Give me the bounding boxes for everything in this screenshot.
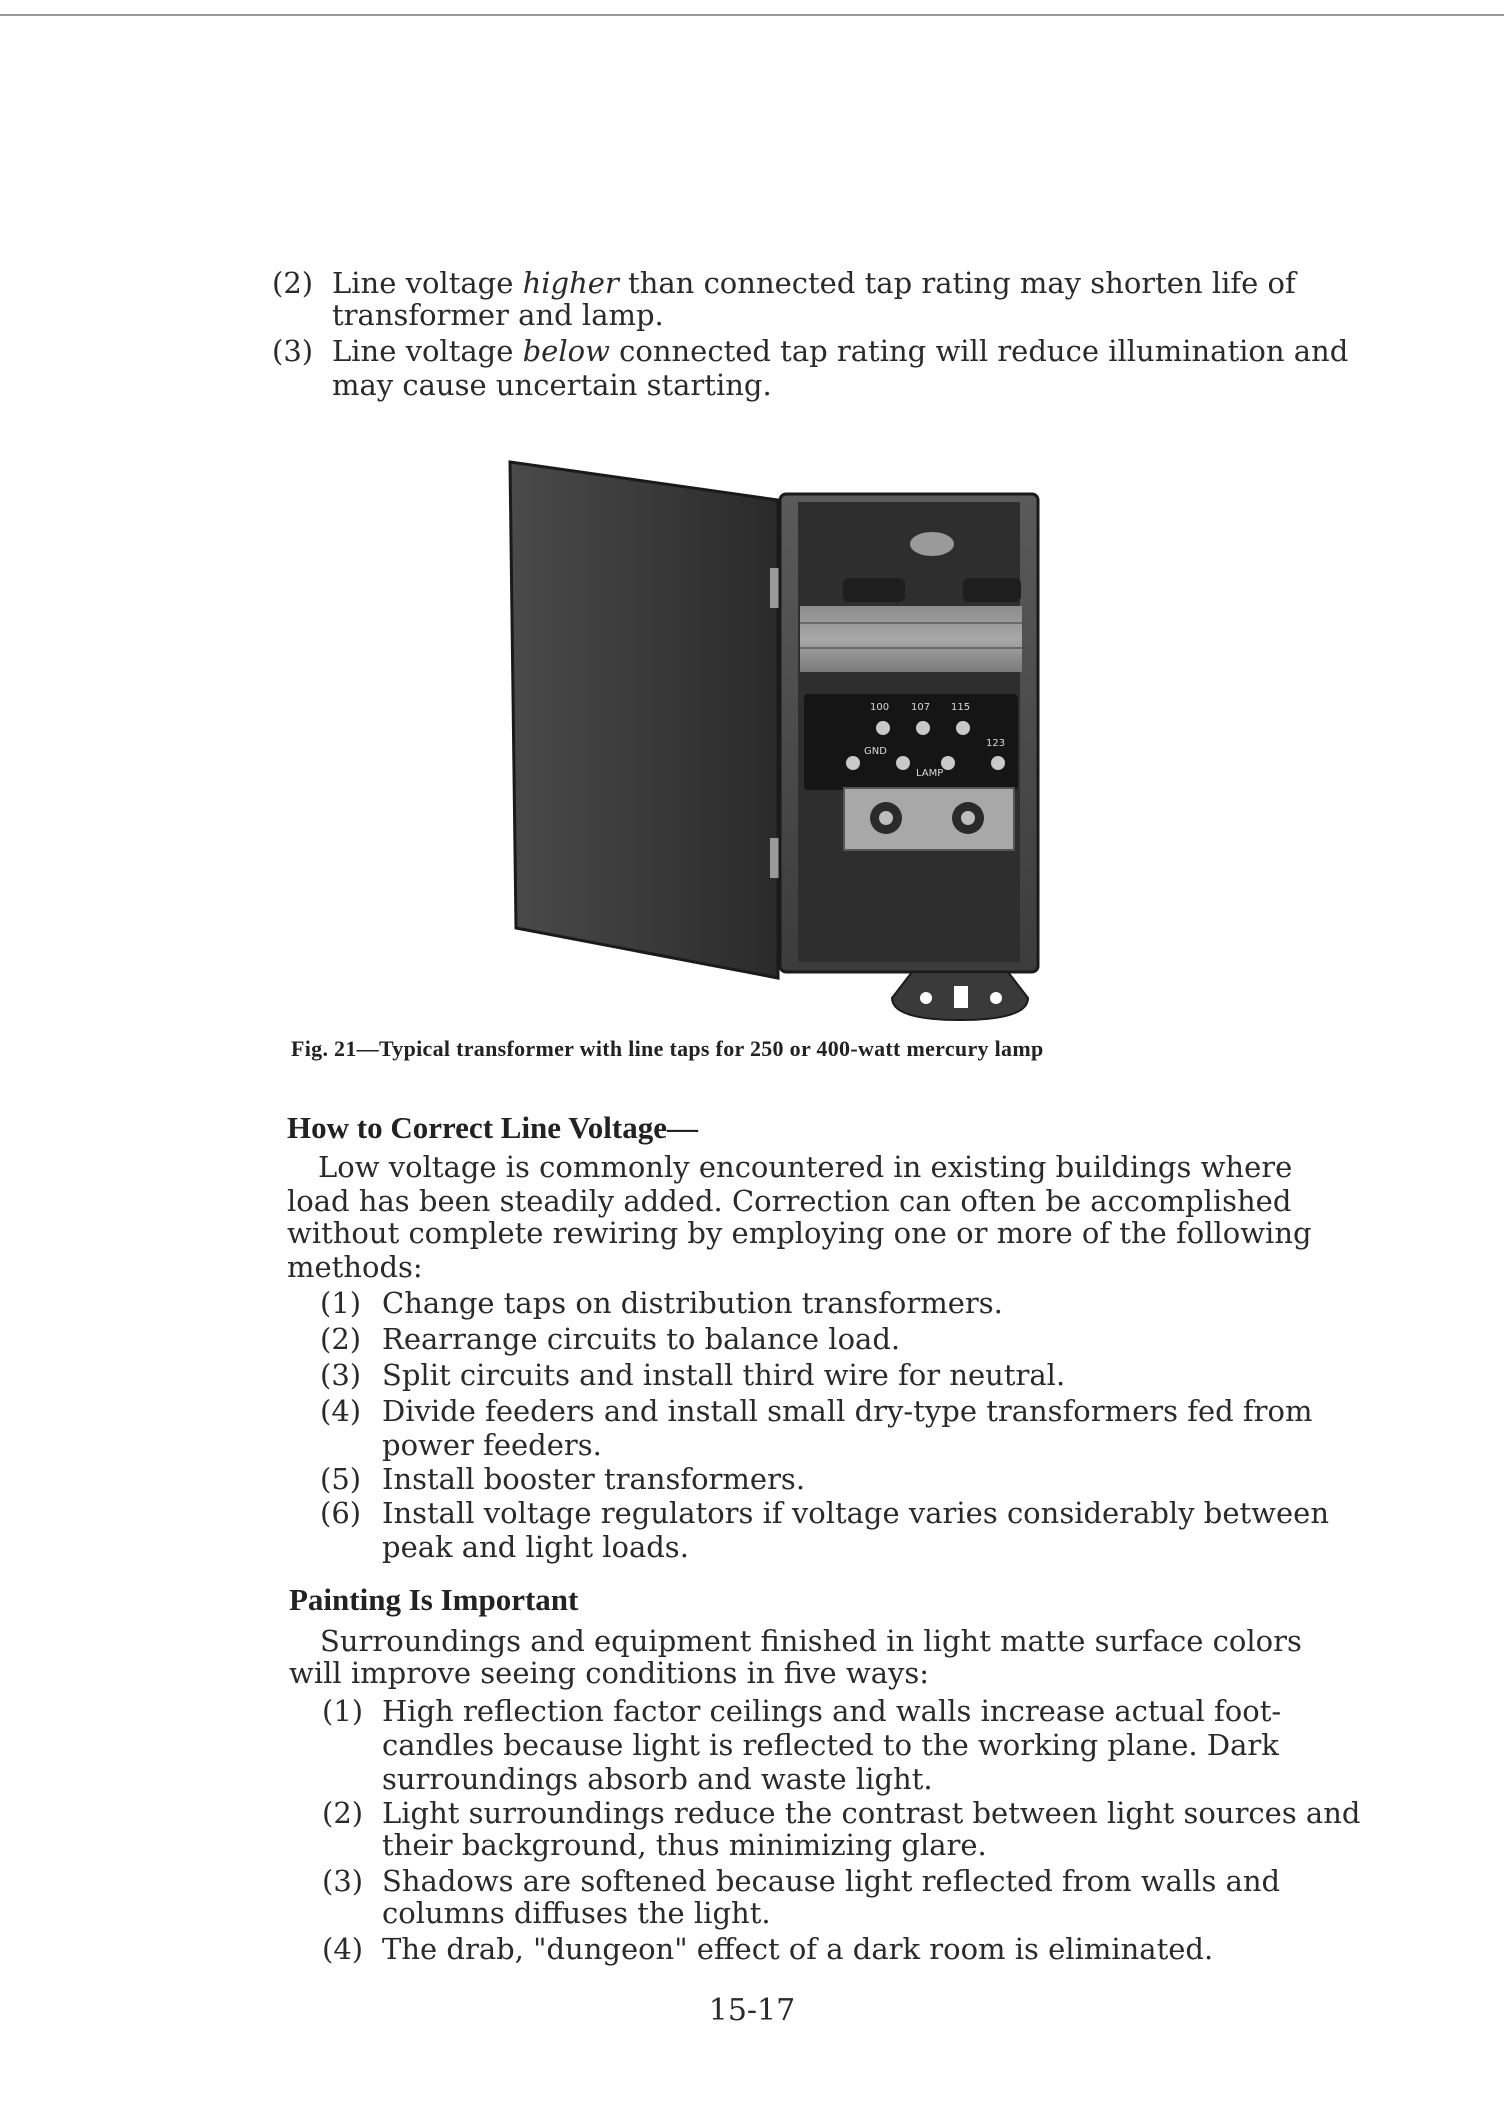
intro-line: Low voltage is commonly encountered in existing buildings where: [318, 1150, 1293, 1184]
item-text: Install booster transformers.: [382, 1462, 806, 1496]
open-door: [510, 462, 778, 978]
item-text-cont: candles because light is reflected to the working plane. Dark: [382, 1728, 1279, 1762]
coil: [843, 578, 905, 602]
item-text: High reflection factor ceilings and walls increase actual foot-: [382, 1694, 1282, 1728]
item-number: (4): [322, 1932, 364, 1966]
section-heading: Painting Is Important: [289, 1582, 579, 1617]
intro-line: methods:: [287, 1250, 423, 1284]
intro-line: load has been steadily added. Correction can often be accomplished: [287, 1184, 1292, 1218]
item-number: (6): [320, 1496, 362, 1530]
figure-caption: Fig. 21—Typical transformer with line taps for 250 or 400-watt mercury lamp: [291, 1036, 1044, 1061]
tap-label: 107: [911, 702, 931, 713]
capacitor-block: [844, 788, 1014, 850]
item-text-cont: peak and light loads.: [382, 1530, 689, 1564]
item-text: Shadows are softened because light reflected from walls and: [382, 1864, 1281, 1898]
list-item: [272, 334, 1349, 404]
intro-line: Surroundings and equipment finished in light matte surface colors: [320, 1624, 1302, 1658]
item-text: Rearrange circuits to balance load.: [382, 1322, 901, 1356]
item-number: (2): [320, 1322, 362, 1356]
item-text-cont: columns diffuses the light.: [382, 1896, 771, 1930]
item-text: Change taps on distribution transformers.: [382, 1286, 1003, 1320]
list-item: [272, 266, 1332, 336]
item-text-cont: their background, thus minimizing glare.: [382, 1828, 987, 1862]
item-number: (3): [272, 334, 314, 368]
item-number: (3): [322, 1864, 364, 1898]
item-text: Light surroundings reduce the contrast between light sources and: [382, 1796, 1361, 1830]
item-number: (5): [320, 1462, 362, 1496]
coil: [963, 578, 1021, 602]
item-number: (3): [320, 1358, 362, 1392]
item-text-cont: transformer and lamp.: [332, 298, 664, 332]
tap-label: GND: [864, 746, 887, 757]
item-text-cont: may cause uncertain starting.: [332, 368, 772, 402]
item-text-cont: power feeders.: [382, 1428, 602, 1462]
tap-label: 115: [951, 702, 971, 713]
intro-line: without complete rewiring by employing one or more of the following: [287, 1216, 1312, 1250]
socket: [910, 532, 954, 556]
item-number: (1): [322, 1694, 364, 1728]
intro-line: will improve seeing conditions in five ways:: [289, 1656, 930, 1690]
item-text: Divide feeders and install small dry-type transformers fed from: [382, 1394, 1313, 1428]
transformer-core: [800, 606, 1022, 672]
item-text: Install voltage regulators if voltage varies considerably between: [382, 1496, 1330, 1530]
item-text-cont: surroundings absorb and waste light.: [382, 1762, 933, 1796]
tap-label: 123: [986, 738, 1006, 749]
page-number: 15-17: [708, 1993, 796, 2028]
item-text: Line voltage higher than connected tap rating may shorten life of: [332, 266, 1296, 300]
item-text: The drab, "dungeon" effect of a dark room is eliminated.: [382, 1932, 1214, 1966]
item-number: (1): [320, 1286, 362, 1320]
section-heading: How to Correct Line Voltage—: [287, 1110, 698, 1145]
item-number: (4): [320, 1394, 362, 1428]
item-text: Line voltage below connected tap rating will reduce illumination and: [332, 334, 1349, 368]
item-number: (2): [272, 266, 314, 300]
tap-label: LAMP: [916, 768, 944, 779]
tap-label: 100: [870, 702, 890, 713]
transformer-photo: [508, 458, 1068, 1023]
item-text: Split circuits and install third wire for neutral.: [382, 1358, 1066, 1392]
item-number: (2): [322, 1796, 364, 1830]
scan-edge-line: [0, 14, 1504, 16]
